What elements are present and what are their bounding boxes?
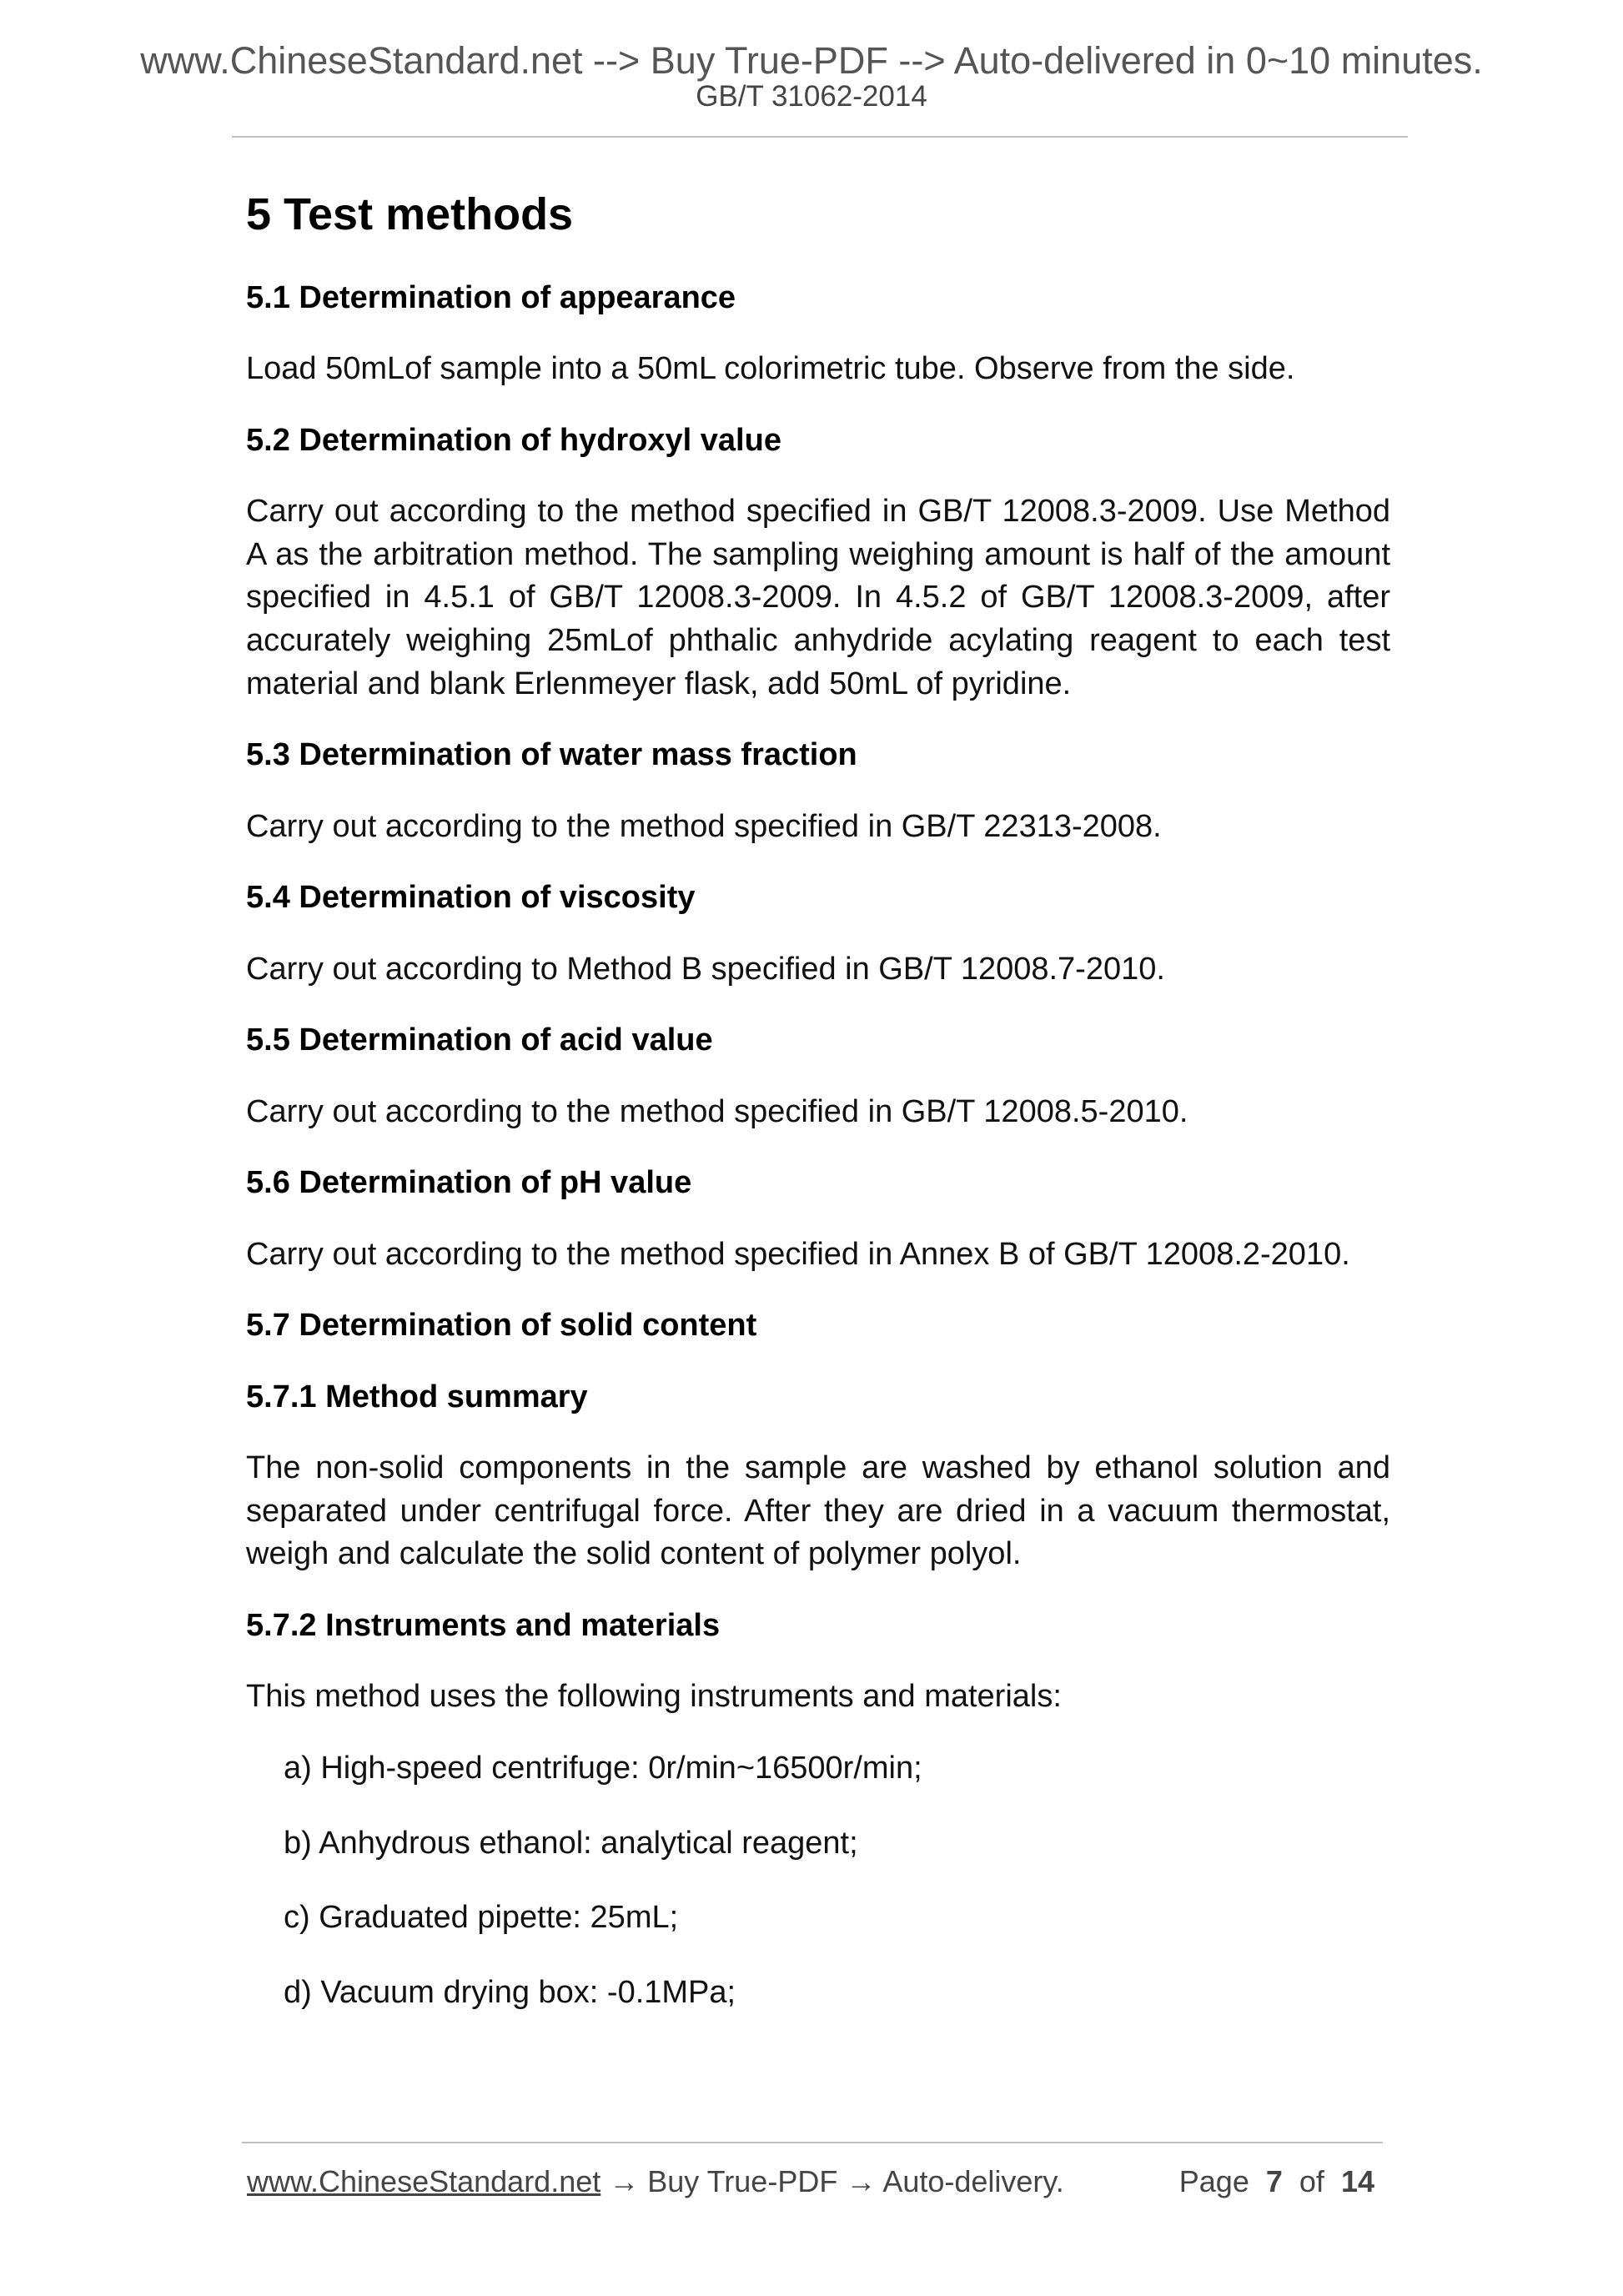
heading-5-7: 5.7 Determination of solid content	[246, 1308, 757, 1344]
heading-5-6: 5.6 Determination of pH value	[246, 1165, 692, 1201]
page-content	[246, 188, 1390, 2047]
instrument-list	[246, 1747, 1390, 2015]
body-5-1: Load 50mLof sample into a 50mL colorimetric tube. Observe from the side.	[246, 351, 1295, 387]
body-5-6: Carry out according to the method specified in Annex B of GB/T 12008.2-2010.	[246, 1236, 1350, 1272]
heading-5-3: 5.3 Determination of water mass fraction	[246, 737, 857, 773]
list-item: b) Anhydrous ethanol: analytical reagent;	[284, 1825, 858, 1861]
heading-5-7-2: 5.7.2 Instruments and materials	[246, 1607, 721, 1643]
page-total: 14	[1340, 2164, 1374, 2198]
body-5-5: Carry out according to the method specified in GB/T 12008.5-2010.	[246, 1093, 1188, 1129]
body-5-3: Carry out according to the method specified in GB/T 22313-2008.	[246, 808, 1162, 844]
heading-5-7-1: 5.7.1 Method summary	[246, 1379, 588, 1414]
document-code: GB/T 31062-2014	[696, 80, 927, 113]
page-word: Page	[1178, 2164, 1249, 2198]
heading-5-4: 5.4 Determination of viscosity	[246, 880, 696, 916]
heading-5-5: 5.5 Determination of acid value	[246, 1022, 713, 1058]
body-5-7-1: The non-solid components in the sample are washed by ethanol solution and separated under centrifugal force. After they are dried in a vacuum thermostat, weigh and calculate the solid content of polymer polyol.	[246, 1449, 1390, 1572]
footer-promo	[247, 2163, 1064, 2199]
heading-5-2: 5.2 Determination of hydroxyl value	[246, 422, 781, 458]
body-5-4: Carry out according to Method B specified in GB/T 12008.7-2010.	[246, 951, 1165, 987]
body-5-2: Carry out according to the method specified in GB/T 12008.3-2009. Use Method A as the arbitration method. The sampling weighing amount is half of the amount specified in 4.5.1 of GB/T 12008.3-2009. In 4.5.2 of GB/T 12008.3-2009, after accurately weighing 25mLof phthalic anhydride acylating reagent to each test material and blank Erlenmeyer flask, add 50mL of pyridine.	[246, 494, 1390, 701]
page-indicator	[1179, 2163, 1374, 2199]
footer-promo-text: → Buy True-PDF → Auto-delivery.	[600, 2164, 1064, 2198]
list-item: a) High-speed centrifuge: 0r/min~16500r/min;	[284, 1750, 922, 1786]
header-divider	[232, 136, 1408, 138]
footer-divider	[242, 2142, 1383, 2143]
footer-link[interactable]: www.ChineseStandard.net	[247, 2164, 601, 2198]
list-item: c) Graduated pipette: 25mL;	[284, 1900, 679, 1936]
section-title: 5 Test methods	[246, 189, 574, 239]
page-number: 7	[1265, 2164, 1283, 2198]
of-word: of	[1299, 2164, 1324, 2198]
body-5-7-2: This method uses the following instruments and materials:	[246, 1679, 1062, 1715]
promo-banner: www.ChineseStandard.net --> Buy True-PDF --> Auto-delivered in 0~10 minutes.	[140, 39, 1483, 82]
heading-5-1: 5.1 Determination of appearance	[246, 279, 736, 315]
list-item: d) Vacuum drying box: -0.1MPa;	[284, 1974, 736, 2010]
